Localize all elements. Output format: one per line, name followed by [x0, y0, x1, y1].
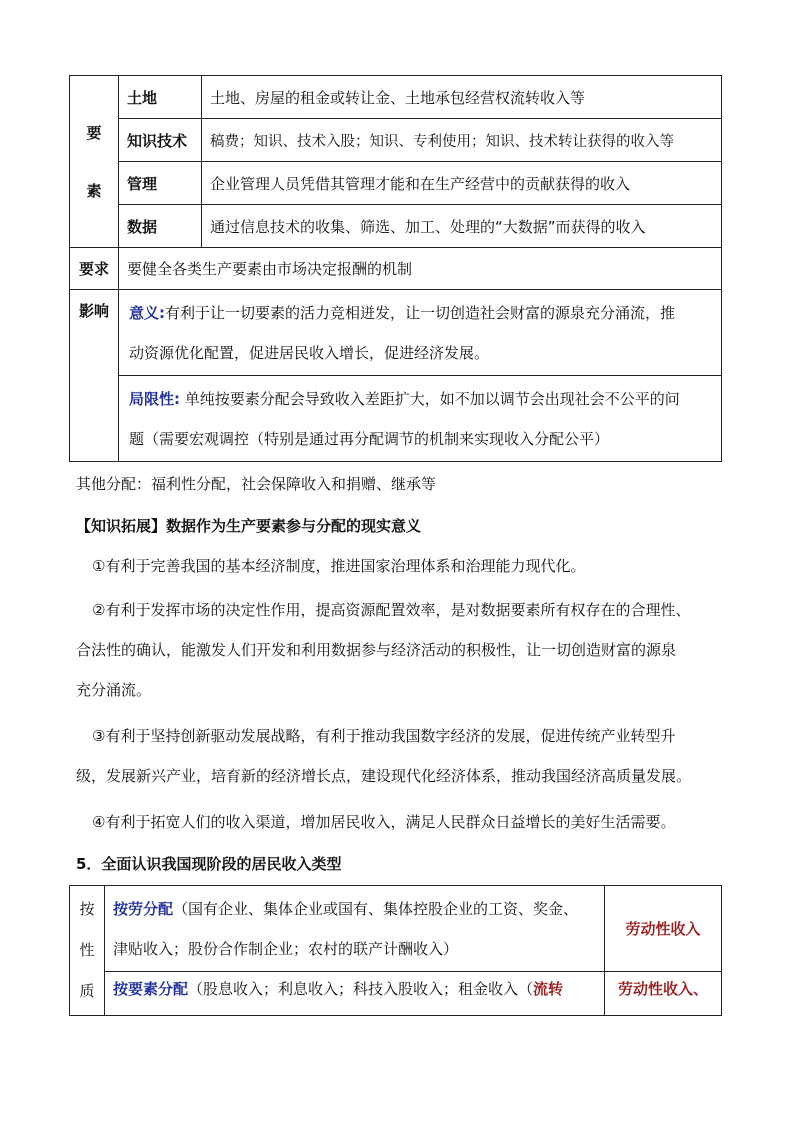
factor-distribution-red: 流转 [533, 980, 564, 998]
other-distribution: 其他分配：福利性分配，社会保障收入和捐赠、继承等 [76, 475, 437, 493]
requirement-label: 要求 [70, 248, 119, 290]
labor-income-type: 劳动性收入 [605, 886, 722, 972]
limit-line1: 单纯按要素分配会导致收入差距扩大，如不加以调节会出现社会不公平的问 [180, 389, 680, 408]
extension-p2-line3: 充分涌流。 [76, 681, 152, 699]
factor-distribution-label: 按要素分配 [113, 980, 189, 998]
limit-line2: 题（需要宏观调控（特别是通过再分配调节的机制来实现收入分配公平） [129, 429, 610, 448]
factor-table [69, 75, 722, 462]
row-content-data: 通过信息技术的收集、筛选、加工、处理的“大数据”而获得的收入 [202, 205, 722, 248]
nature-char-3: 质 [79, 982, 95, 1000]
limit-label: 局限性: [129, 389, 180, 408]
labor-distribution-line2: 津贴收入；股份合作制企业；农村的联产计酬收入） [113, 939, 459, 958]
extension-p2-line2: 合法性的确认，能激发人们开发和利用数据参与经济活动的积极性，让一切创造财富的源泉 [76, 641, 677, 659]
factor-income-type: 劳动性收入、 [605, 972, 722, 1016]
row-label-management: 管理 [119, 162, 202, 205]
extension-p3-line1: ③有利于坚持创新驱动发展战略，有利于推动我国数字经济的发展，促进传统产业转型升 [92, 727, 676, 745]
income-type-table [69, 885, 722, 1016]
factor-distribution-text: （股息收入；利息收入；科技入股收入；租金收入（ [188, 980, 534, 998]
extension-p2-line1: ②有利于发挥市场的决定性作用，提高资源配置效率，是对数据要素所有权存在的合理性、 [92, 601, 691, 619]
limit-cell [119, 376, 722, 462]
row-label-data: 数据 [119, 205, 202, 248]
extension-p1: ①有利于完善我国的基本经济制度，推进国家治理体系和治理能力现代化。 [92, 557, 586, 575]
factor-distribution-cell [105, 972, 605, 1016]
significance-cell [119, 290, 722, 376]
influence-label: 影响 [70, 290, 119, 462]
nature-cell [70, 886, 105, 1016]
extension-p2 [76, 590, 736, 710]
row-content-management: 企业管理人员凭借其管理才能和在生产经营中的贡献获得的收入 [202, 162, 722, 205]
requirement-content: 要健全各类生产要素由市场决定报酬的机制 [119, 248, 722, 290]
nature-char-1: 按 [79, 900, 95, 918]
labor-distribution-line1: （国有企业、集体企业或国有、集体控股企业的工资、奖金、 [173, 899, 579, 918]
significance-line2: 动资源优化配置，促进居民收入增长，促进经济发展。 [129, 343, 490, 362]
significance-label: 意义: [129, 303, 165, 322]
extension-p3 [76, 716, 736, 796]
row-label-knowledge: 知识技术 [119, 119, 202, 162]
extension-p3-line2: 级，发展新兴产业，培育新的经济增长点，建设现代化经济体系，推动我国经济高质量发展。 [76, 767, 692, 785]
extension-title: 【知识拓展】数据作为生产要素参与分配的现实意义 [76, 517, 422, 535]
significance-line1: 有利于让一切要素的活力竞相迸发，让一切创造社会财富的源泉充分涌流，推 [165, 303, 676, 322]
row-content-land: 土地、房屋的租金或转让金、土地承包经营权流转收入等 [202, 76, 722, 119]
labor-distribution-label: 按劳分配 [113, 899, 174, 918]
extension-p4: ④有利于拓宽人们的收入渠道，增加居民收入，满足人民群众日益增长的美好生活需要。 [92, 813, 676, 831]
nature-char-2: 性 [79, 941, 95, 959]
row-label-land: 土地 [119, 76, 202, 119]
section5-title: 5．全面认识我国现阶段的居民收入类型 [76, 855, 342, 873]
row-content-knowledge: 稿费；知识、技术入股；知识、专利使用；知识、技术转让获得的收入等 [202, 119, 722, 162]
factor-header-cell: 要 素 [70, 76, 119, 248]
labor-distribution-cell [105, 886, 605, 972]
